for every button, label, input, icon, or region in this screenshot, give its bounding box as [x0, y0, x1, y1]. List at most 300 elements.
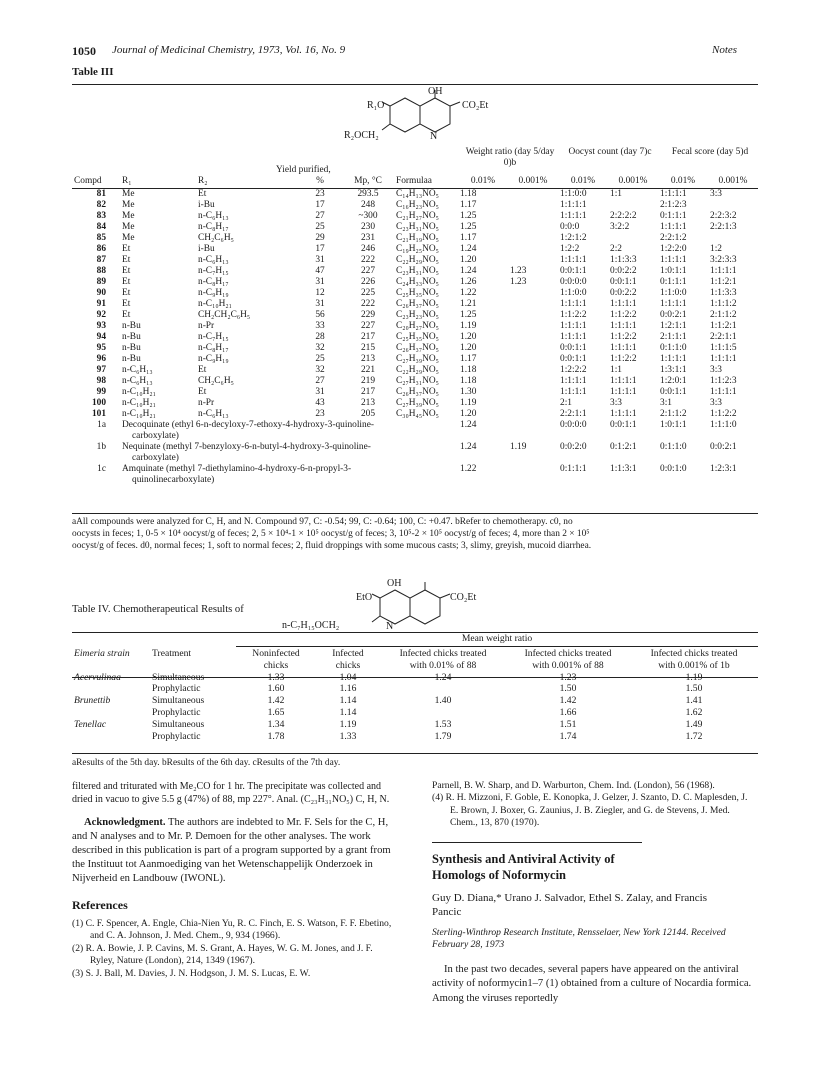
- table-cell: 31: [315, 299, 325, 309]
- table-cell: 1:1:2:2: [560, 310, 587, 320]
- table3-struct-r1o: R₁O: [367, 100, 385, 111]
- table-cell: 25: [315, 222, 325, 232]
- table-cell: 2:2:3:2: [710, 211, 737, 221]
- table-cell: 0:0:1:1: [560, 266, 587, 276]
- table-cell: 1.21: [460, 299, 477, 309]
- table-cell: n-Bu: [122, 343, 141, 353]
- table-cell: 1.16: [339, 683, 357, 695]
- table-cell: 0:0:2:1: [710, 442, 737, 452]
- table-cell: 1.20: [460, 343, 477, 353]
- table-header-cell: with 0.01% of 88: [409, 659, 477, 671]
- table-cell: [508, 398, 558, 409]
- table-row: [72, 244, 758, 255]
- table-cell: 1:1:1:1: [560, 255, 587, 265]
- ref-compound-desc: Nequinate (methyl 7-benzyloxy-6-n-butyl-4-hydroxy-3-quinoline-: [122, 442, 371, 452]
- table-cell: 1:1:1:1: [560, 376, 587, 386]
- table-cell: 1:1:1:1: [610, 299, 637, 309]
- table-cell: 81: [96, 189, 106, 199]
- table-cell: [508, 233, 558, 244]
- table-cell: [508, 387, 558, 398]
- t3-col-r1: R₁: [122, 176, 132, 186]
- table-cell: 1:1:1:1: [560, 211, 587, 221]
- table-cell: 1:1:2:2: [610, 354, 637, 364]
- ref-compound-desc: quinolinecarboxylate): [132, 475, 215, 485]
- table-cell: [508, 211, 558, 222]
- table-cell: n-C₆H₁₃: [122, 365, 153, 375]
- table-cell: Prophylactic: [152, 706, 201, 718]
- table-cell: 87: [96, 255, 106, 265]
- table-row: [72, 398, 758, 409]
- table-cell: [508, 189, 558, 200]
- table-cell: C₂₅H₃₅NO₅: [396, 288, 439, 298]
- ref-compound-desc: Amquinate (methyl 7-diethylamino-4-hydroxy-6-n-propyl-3-: [122, 464, 352, 474]
- table-cell: 215: [360, 343, 376, 353]
- table-cell: 1.24: [460, 266, 477, 276]
- table-cell: 2:1:1:2: [660, 409, 687, 419]
- table-cell: 0:1:2:1: [610, 442, 637, 452]
- table3-struct-n: N: [430, 131, 438, 142]
- table-cell: 0:0:1:0: [660, 464, 687, 474]
- table-cell: 3:3: [710, 189, 722, 199]
- references-continued: [432, 780, 758, 830]
- table-cell: 1:2:2:0: [660, 244, 687, 254]
- table-cell: [608, 200, 658, 211]
- table-cell: [120, 442, 458, 464]
- table-cell: 1b: [96, 442, 106, 452]
- table-cell: 1.24: [460, 420, 477, 430]
- table-cell: 1.18: [460, 189, 477, 199]
- ack-text: The authors are indebted to Mr. F. Sels for the C, H, and N analyses and to Mr. P. Demoen for the other analyses. The work described in this publication is part of a program supported by a grant from the Instituut tot Aanmoediging van het Wetenschappelijk Onderzoek in Nijverheid en Landbouw (IWONL).: [72, 817, 391, 884]
- table-cell: 0:0:2:2: [610, 288, 637, 298]
- table-cell: 0:0:2:1: [660, 310, 687, 320]
- table-cell: 1.20: [460, 255, 477, 265]
- table-cell: 1.30: [460, 387, 477, 397]
- table-cell: Tenellac: [74, 718, 107, 730]
- table-cell: 1.19: [339, 718, 357, 730]
- table-cell: 1:1:1:1: [560, 332, 587, 342]
- table-cell: 1:1:2:2: [610, 332, 637, 342]
- table-cell: Et: [122, 310, 131, 320]
- table-header-cell: Infected: [332, 648, 364, 659]
- table-cell: [120, 464, 458, 486]
- table-cell: 47: [315, 266, 325, 276]
- table-cell: [508, 299, 558, 310]
- table3-struct-co2et: CO₂Et: [462, 100, 489, 111]
- table-cell: 1:1:1:0: [710, 420, 737, 430]
- table-cell: 213: [360, 398, 376, 408]
- table-row: [72, 719, 758, 731]
- table-cell: 1.25: [460, 222, 477, 232]
- table4-struct-oh: OH: [387, 578, 402, 589]
- table-cell: C₂₂H₂₉NO₅: [396, 255, 439, 265]
- table-cell: 1.17: [460, 354, 477, 364]
- table-cell: C₁₄H₁₃NO₅: [396, 189, 439, 199]
- table-cell: Et: [122, 277, 131, 287]
- t3-col-wr-01: 0.01%: [470, 176, 496, 186]
- table-cell: 1:1:0:0: [560, 189, 587, 199]
- table-cell: 1:1:3:3: [610, 255, 637, 265]
- table-cell: 31: [315, 277, 325, 287]
- table-cell: 246: [360, 244, 376, 254]
- t3-col-oc-01: 0.01%: [570, 176, 596, 186]
- table-cell: 32: [315, 343, 325, 353]
- table-row: [72, 354, 758, 365]
- table-cell: n-C₁₀H₂₁: [198, 299, 232, 309]
- table-row: [72, 255, 758, 266]
- table-cell: 230: [360, 222, 376, 232]
- table-cell: 0:0:1:1: [560, 343, 587, 353]
- table4-struct-eto: EtO: [356, 592, 373, 603]
- table-cell: 1.19: [460, 321, 477, 331]
- table-cell: 1.33: [267, 671, 285, 683]
- table-cell: n-C₆H₁₃: [122, 376, 153, 386]
- table-row: [72, 266, 758, 277]
- table-cell: n-Pr: [198, 398, 215, 408]
- table-row: [72, 321, 758, 332]
- table-cell: 31: [315, 387, 325, 397]
- table-cell: 1.17: [460, 200, 477, 210]
- table-cell: 1:1: [610, 365, 622, 375]
- table-cell: 32: [315, 365, 325, 375]
- article-body: In the past two decades, several papers have appeared on the antiviral activity of noformycin1–7 (1) obtained from a culture of Nocardia formica. Among the viruses reportedly: [432, 963, 752, 1004]
- table-row: [72, 310, 758, 321]
- table-cell: Et: [122, 244, 131, 254]
- table-cell: 3:2:3:3: [710, 255, 737, 265]
- table-cell: C₂₅H₃₅NO₅: [396, 332, 439, 342]
- table-cell: ~300: [358, 211, 378, 221]
- table-cell: [508, 464, 558, 486]
- table-cell: 1:1:2:1: [710, 277, 737, 287]
- table-cell: [508, 409, 558, 420]
- table-cell: 1:1:1:1: [560, 387, 587, 397]
- reference-item: (4) R. H. Mizzoni, F. Goble, E. Konopka, J. Gelzer, J. Szanto, D. C. Maplesden, J. E. Brown, J. Boxer, G. Zaunius, J. B. Ziegler, and G. de Stevens, J. Med. Chem., 13, 870 (1970).: [432, 792, 748, 829]
- table-cell: 94: [96, 332, 106, 342]
- table-cell: 1:1:1:1: [710, 387, 737, 397]
- table-cell: 23: [315, 189, 325, 199]
- table-cell: [508, 365, 558, 376]
- table4-struct-co2et: CO₂Et: [450, 592, 477, 603]
- table-cell: 0:0:2:2: [610, 266, 637, 276]
- table-cell: 1:0:1:1: [660, 420, 687, 430]
- table-cell: 1:2:1:2: [560, 233, 587, 243]
- table-cell: 1:1:2:1: [710, 321, 737, 331]
- table-cell: 3:3: [710, 398, 722, 408]
- table-cell: 0:1:1:1: [660, 211, 687, 221]
- table-cell: 23: [315, 409, 325, 419]
- table-cell: 1:1: [610, 189, 622, 199]
- left-column: [72, 780, 394, 980]
- table-cell: 1:2:0:1: [660, 376, 687, 386]
- table-cell: 1:1:2:2: [710, 409, 737, 419]
- table-cell: C₂₁H₂₇NO₅: [396, 211, 439, 221]
- table-cell: 31: [315, 255, 325, 265]
- t4-bottom-rule: [72, 753, 758, 754]
- table-cell: 213: [360, 354, 376, 364]
- table-cell: Prophylactic: [152, 683, 201, 695]
- table-cell: 1:1:2:3: [710, 376, 737, 386]
- table-cell: 25: [315, 354, 325, 364]
- table-cell: 1.22: [460, 288, 477, 298]
- table-cell: 27: [315, 211, 325, 221]
- table-cell: i-Bu: [198, 200, 215, 210]
- table-cell: Me: [122, 211, 135, 221]
- table-cell: 1c: [97, 464, 106, 474]
- table-cell: [508, 288, 558, 299]
- table-cell: n-C₈H₁₇: [198, 277, 229, 287]
- table-cell: 1:1:1:1: [610, 376, 637, 386]
- table-cell: Et: [122, 288, 131, 298]
- table-cell: 0:0:1:1: [660, 387, 687, 397]
- table-cell: 1.23: [510, 277, 527, 287]
- t3-col-oc-001: 0.001%: [618, 176, 648, 186]
- table-cell: [508, 200, 558, 211]
- table-cell: 1.50: [685, 683, 703, 695]
- table-header-cell: Infected chicks treated: [399, 648, 487, 659]
- table-cell: 86: [96, 244, 106, 254]
- t3-col-fs-01: 0.01%: [670, 176, 696, 186]
- table-cell: 93: [96, 321, 106, 331]
- page-number: 1050: [72, 44, 96, 58]
- table-cell: 2:1:1:1: [660, 332, 687, 342]
- table-row: [72, 211, 758, 222]
- table-cell: 227: [360, 321, 376, 331]
- table-cell: n-C₆H₁₃: [198, 255, 229, 265]
- table-cell: [120, 420, 458, 442]
- table-cell: C₂₄H₃₃NO₅: [396, 277, 439, 287]
- references-heading: References: [72, 898, 128, 912]
- table-cell: Me: [122, 200, 135, 210]
- table-row: [72, 189, 758, 200]
- ref-compound-desc: carboxylate): [132, 431, 179, 441]
- table-header-cell: chicks: [263, 659, 289, 671]
- table-header-cell: Infected chicks treated: [650, 648, 738, 659]
- table-cell: 90: [96, 288, 106, 298]
- table-cell: 1:1:1:1: [610, 343, 637, 353]
- table-cell: 231: [360, 233, 376, 243]
- article-affiliation: Sterling-Winthrop Research Institute, Rensselaer, New York 12144. Received February 28, 1973: [432, 926, 726, 950]
- table-cell: 96: [96, 354, 106, 364]
- table-cell: 222: [360, 255, 376, 265]
- table4-structure: [330, 578, 510, 634]
- table-row: [72, 442, 758, 464]
- table-cell: 91: [96, 299, 106, 309]
- table-cell: 225: [360, 288, 376, 298]
- table-cell: 2:2:1:1: [560, 409, 587, 419]
- table-cell: 1.74: [559, 730, 577, 742]
- table-header-cell: Noninfected: [252, 648, 300, 659]
- table-cell: n-Bu: [122, 354, 141, 364]
- table-cell: 1.24: [460, 244, 477, 254]
- table-cell: 1:2:2: [560, 244, 580, 254]
- table-cell: C₂₁H₁₉NO₅: [396, 233, 439, 243]
- table-row: [72, 683, 758, 695]
- table-cell: 1:3:1:1: [660, 365, 687, 375]
- table-header-cell: chicks: [335, 659, 361, 671]
- table-cell: n-C₁₀H₂₁: [122, 387, 156, 397]
- table-row: [72, 200, 758, 211]
- table-cell: 229: [360, 310, 376, 320]
- table4-title: Table IV. Chemotherapeutical Results of: [72, 604, 244, 615]
- table-cell: 1.22: [460, 464, 477, 474]
- right-column: [432, 780, 758, 1006]
- table-cell: 100: [91, 398, 106, 408]
- table-cell: [508, 321, 558, 332]
- table-cell: Acervulinaa: [74, 671, 121, 683]
- table-cell: n-Bu: [122, 332, 141, 342]
- table-row: [72, 731, 758, 743]
- table-row: [72, 233, 758, 244]
- table-cell: 2:2:2:2: [610, 211, 637, 221]
- table-cell: C₂₀H₂₇NO₅: [396, 321, 439, 331]
- table-cell: CH₂C₆H₅: [198, 233, 234, 243]
- table-cell: 1.66: [559, 706, 577, 718]
- table-cell: Simultaneous: [152, 718, 205, 730]
- table-cell: C₂₃H₃₁NO₅: [396, 222, 439, 232]
- table-cell: C₂₇H₃₉NO₅: [396, 398, 439, 408]
- table-cell: n-C₉H₁₉: [198, 288, 229, 298]
- t3-col-fs-001: 0.001%: [718, 176, 748, 186]
- t3-footnote-line: aAll compounds were analyzed for C, H, and N. Compound 97, C: -0.54; 99, C: -0.64; 100, C: +0.47. bRefer to chemotherapy. c0, no: [72, 517, 573, 527]
- table-cell: 89: [96, 277, 106, 287]
- t3-col-wr-001: 0.001%: [518, 176, 548, 186]
- table-cell: 1:1:1:1: [660, 354, 687, 364]
- table-row: [72, 464, 758, 486]
- table-cell: 0:0:0:0: [560, 420, 587, 430]
- table-cell: 0:1:1:1: [660, 277, 687, 287]
- table-cell: 1.65: [267, 706, 285, 718]
- table-cell: 1.50: [559, 683, 577, 695]
- table-cell: C₂₇H₃₉NO₅: [396, 354, 439, 364]
- table-cell: 221: [360, 365, 376, 375]
- table-cell: [72, 731, 150, 743]
- t3-col-mp: Mp, °C: [354, 176, 382, 186]
- table-cell: C₂₇H₃₁NO₅: [396, 376, 439, 386]
- table-row: [72, 707, 758, 719]
- ack-heading: Acknowledgment.: [84, 817, 166, 828]
- table-cell: 83: [96, 211, 106, 221]
- table-cell: [508, 244, 558, 255]
- table-cell: 1:1:1:1: [610, 409, 637, 419]
- t3-hdr-oocyst: Oocyst count (day 7)c: [568, 147, 652, 157]
- table-cell: 1:0:1:1: [660, 266, 687, 276]
- table-cell: C₁₆H₂₃NO₅: [396, 200, 439, 210]
- table-cell: 3:1: [660, 398, 672, 408]
- table-header-cell: Infected chicks treated: [524, 648, 612, 659]
- table-cell: 101: [91, 409, 106, 419]
- table-cell: 1.78: [267, 730, 285, 742]
- table-cell: 1:1:1:1: [660, 255, 687, 265]
- table-cell: [508, 354, 558, 365]
- table-cell: C₂₃H₃₁NO₅: [396, 266, 439, 276]
- table-cell: Et: [122, 299, 131, 309]
- table-cell: Me: [122, 222, 135, 232]
- table-cell: C₂₆H₃₇NO₅: [396, 343, 439, 353]
- table-cell: n-C₇H₁₅: [198, 266, 229, 276]
- table-cell: 1.79: [434, 730, 452, 742]
- table-cell: 27: [315, 376, 325, 386]
- table-cell: 1.26: [460, 277, 477, 287]
- reference-item: (2) R. A. Bowie, J. P. Cavins, M. S. Grant, A. Hayes, W. G. M. Jones, and J. F. Ryley, Nature (London), 214, 1349 (1967).: [72, 942, 373, 967]
- table-cell: 248: [360, 200, 376, 210]
- table-cell: 0:0:1:1: [610, 277, 637, 287]
- table-cell: C₁₉H₂₅NO₅: [396, 244, 439, 254]
- table-cell: 1.33: [339, 730, 357, 742]
- table-cell: 1.41: [685, 695, 703, 707]
- table-cell: 1:1:0:0: [660, 288, 687, 298]
- table-cell: 217: [360, 387, 376, 397]
- table-cell: 1.23: [510, 266, 527, 276]
- table-row: [72, 332, 758, 343]
- journal-citation: Journal of Medicinal Chemistry, 1973, Vol. 16, No. 9: [112, 44, 346, 56]
- table-row: [72, 387, 758, 398]
- t3-col-r2: R₂: [198, 176, 208, 186]
- t4-header-rule: [72, 677, 758, 678]
- table-cell: 43: [315, 398, 325, 408]
- t3-hdr-yield: Yield purified,: [276, 165, 331, 175]
- section-label: Notes: [712, 44, 738, 56]
- table-cell: C₂₃H₂₃NO₅: [396, 310, 439, 320]
- table-cell: 1.25: [460, 310, 477, 320]
- table-cell: 293.5: [357, 189, 379, 199]
- table-cell: 1:1:1:1: [660, 189, 687, 199]
- table3-struct-oh: OH: [428, 86, 443, 97]
- table-cell: n-Bu: [122, 321, 141, 331]
- table-cell: 0:0:0: [560, 222, 580, 232]
- table-cell: 1:1:1:5: [710, 343, 737, 353]
- table-cell: 1.53: [434, 718, 452, 730]
- table-cell: C₂₂H₂₉NO₅: [396, 365, 439, 375]
- table-header-cell: with 0.001% of 1b: [658, 659, 730, 671]
- table-cell: 98: [96, 376, 106, 386]
- table-cell: 1:1:0:0: [560, 288, 587, 298]
- table-cell: i-Bu: [198, 244, 215, 254]
- table-cell: [380, 707, 506, 719]
- table-cell: 2:2:1:3: [710, 222, 737, 232]
- table3: [72, 176, 758, 486]
- reference-item: (1) C. F. Spencer, A. Engle, Chia-Nien Yu, R. C. Finch, E. S. Watson, F. F. Ebetino, and C. A. Johnson, J. Med. Chem., 9, 934 (1966).: [72, 918, 392, 942]
- table-header-row: [72, 648, 758, 660]
- table-cell: 0:0:0:0: [560, 277, 587, 287]
- table-cell: 1.34: [267, 718, 285, 730]
- table-cell: [72, 683, 150, 695]
- table-row: [72, 695, 758, 707]
- table-cell: 1.20: [460, 332, 477, 342]
- table-cell: 1.20: [460, 409, 477, 419]
- t4-super-rule: [236, 646, 758, 647]
- table-cell: [508, 222, 558, 233]
- table-cell: 17: [315, 200, 325, 210]
- table-cell: Et: [198, 387, 207, 397]
- table-cell: 1.19: [510, 442, 527, 452]
- table3-title: Table III: [72, 66, 114, 78]
- t3-col-compd: Compd: [74, 176, 102, 186]
- table-cell: 1:1:1:1: [560, 200, 587, 210]
- table-cell: 1:2: [710, 244, 722, 254]
- table-row: [72, 420, 758, 442]
- table-cell: n-C₆H₁₃: [198, 409, 229, 419]
- table-cell: 1:1:1:1: [660, 299, 687, 309]
- table-row: [72, 343, 758, 354]
- references-list: [72, 918, 394, 980]
- table-cell: n-C₈H₁₇: [198, 222, 229, 232]
- t3-hdr-fecal: Fecal score (day 5)d: [671, 147, 749, 157]
- table-cell: 99: [96, 387, 106, 397]
- table-row: [72, 222, 758, 233]
- table-cell: 1a: [97, 420, 106, 430]
- table-cell: 0:1:1:0: [660, 442, 687, 452]
- table-cell: 219: [360, 376, 376, 386]
- table4: [72, 648, 758, 742]
